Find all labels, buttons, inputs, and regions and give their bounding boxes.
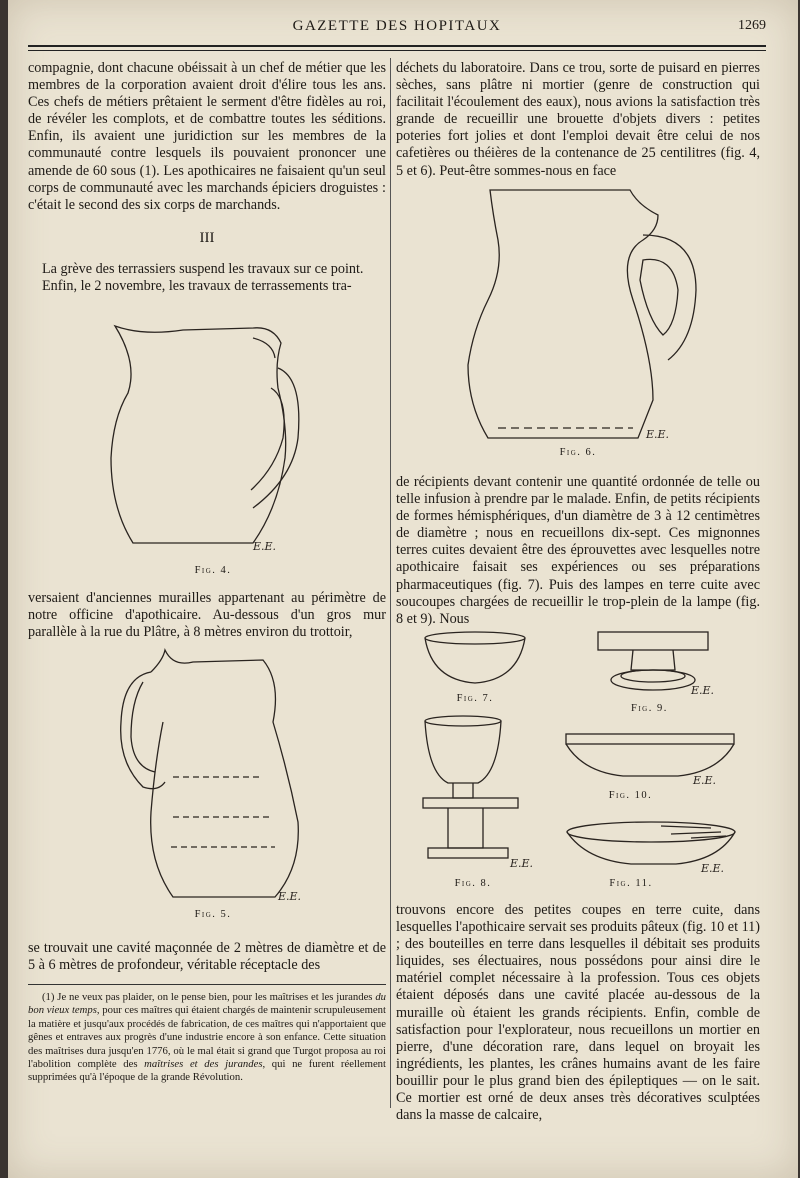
left-column-mid (28, 590, 386, 641)
paragraph: trouvons encore des petites coupes en terre cuite, dans lesquelles l'apothicaire servait ses produits pâteux (fig. 10 et 11) ; des bouteilles en terre dans lesquelles il débitait ses produits liquides, ses électuaires, nous possédons pour ainsi dire le matériel complet nécessaire à la profession. Tous ces objets étaient déposés dans une cavité placée au-dessous de la muraille où étaient les grands récipients. Enfin, comble de satisfaction pour l'explorateur, nous recueillons un mortier en pierre, d'une décoration rare, dans lequel on broyait les ingrédients, les plantes, les crânes humains avant de les faire bouillir pour le plus grand bien des épileptiques — on le sait. Ce mortier est orné de deux anses très décoratives sculptées dans la masse de calcaire, (396, 902, 760, 1124)
artist-initials: E.E. (510, 857, 534, 870)
figure-caption: Fig. 10. (608, 790, 653, 801)
figure-caption: Fig. 11. (609, 878, 653, 889)
artist-initials: E.E. (691, 684, 715, 697)
footnote-text: (1) Je ne veux pas plaider, on le pense bien, pour les maîtrises et les jurandes du bon vieux temps, pour ces maîtres qui étaient chargés de maintenir scrupuleusement la matière et jusqu'aux procédés de fabrication, de ces maîtres qui n'apportaient que gênes et entraves aux progrès d'une industrie encore à son enfance. Cette situation des maîtrises dura jusqu'en 1776, où le mal était si grand que Turgot proposa au roi l'abolition complète des maîtrises et des jurandes, qui ne furent réellement supprimées qu'à l'époque de la grande Révolution. (28, 991, 386, 1084)
artist-initials: E.E. (253, 540, 277, 553)
footnote-rule (28, 984, 386, 985)
figure-8-lamp (418, 713, 548, 893)
left-column-bottom (28, 940, 386, 974)
figure-7-cup (420, 628, 530, 713)
header-rule (28, 45, 766, 47)
artist-initials: E.E. (646, 428, 670, 441)
figure-caption: Fig. 7. (456, 693, 494, 704)
footnote (28, 984, 386, 1085)
paragraph: se trouvait une cavité maçonnée de 2 mètres de diamètre et de 5 à 6 mètres de profondeur, véritable réceptacle des (28, 940, 386, 974)
paragraph: compagnie, dont chacune obéissait à un chef de métier que les membres de la corporation avaient droit d'élire tous les ans. Ces chefs de métiers prêtaient le serment d'être fidèles au roi, de révéler les complots, et de combattre toutes les séditions. Enfin, ils avaient une juridiction sur les membres de la communauté contre lesquels ils pouvaient prononcer une amende de 60 sous (1). Les apothicaires ne faisaient qu'un seul corps de communauté avec les marchands épiciers droguistes : c'était le second des six corps de marchands. (28, 60, 386, 213)
figure-10-bowl (563, 730, 738, 805)
figure-11-dish (561, 818, 741, 893)
figure-5-jug (103, 642, 323, 927)
paragraph: de récipients devant contenir une quantité ordonnée de telle ou telle infusion à prendre par le malade. Enfin, de petits récipients de formes hémisphériques, d'un diamètre de 3 à 12 centimètres de diamètre ; nous en recueillons dix-sept. Ces mignonnes terres cuites devaient être des éprouvettes avec lesquelles notre apothicaire faisait ses expériences ou ses préparations pharmaceutiques (fig. 7). Puis des lampes en terre cuite avec soucoupes chargées de recueillir le trop-plein de la lampe (fig. 8 et 9). Nous (396, 474, 760, 627)
paragraph: Enfin, le 2 novembre, les travaux de terrassements tra- (42, 278, 352, 295)
header-rule-thin (28, 50, 766, 51)
right-column-bottom (396, 902, 760, 1124)
figure-9-lamp-saucer (593, 628, 723, 718)
figure-caption: Fig. 8. (454, 878, 492, 889)
figure-caption: Fig. 5. (194, 909, 232, 920)
artist-initials: E.E. (701, 862, 725, 873)
left-column-top (28, 60, 386, 295)
figure-caption: Fig. 4. (194, 565, 232, 576)
right-column-mid (396, 474, 760, 628)
page-number: 1269 (738, 18, 766, 33)
paragraph: versaient d'anciennes murailles appartenant au périmètre de notre officine d'apothicaire. Au-dessous d'un gros mur parallèle à la rue du Plâtre, à 8 mètres environ du trottoir, (28, 590, 386, 641)
paragraph: La grève des terrassiers suspend les travaux sur ce point. (42, 260, 364, 277)
paragraph: déchets du laboratoire. Dans ce trou, sorte de puisard en pierres sèches, sans plâtre ni mortier (genre de construction qui facilitait l'écoulement des eaux), nous avions la satisfaction très grande de recueillir une brouette d'objets divers : petites poteries fort jolies et dont l'emploi devait être celui de nos cafetières ou théières de la contenance de 25 centilitres (fig. 4, 5 et 6). Peut-être sommes-nous en face (396, 60, 760, 179)
newspaper-page (8, 0, 798, 1178)
artist-initials: E.E. (278, 890, 302, 903)
section-heading: III (199, 229, 215, 246)
figure-6-jug (458, 180, 698, 460)
figure-caption: Fig. 6. (559, 447, 597, 458)
right-column-top (396, 60, 760, 180)
journal-title: GAZETTE DES HOPITAUX (292, 18, 502, 34)
column-divider (390, 58, 391, 1108)
figure-caption: Fig. 9. (631, 703, 668, 714)
figure-4-jug (103, 318, 323, 580)
page-header (28, 18, 766, 40)
artist-initials: E.E. (693, 774, 717, 785)
